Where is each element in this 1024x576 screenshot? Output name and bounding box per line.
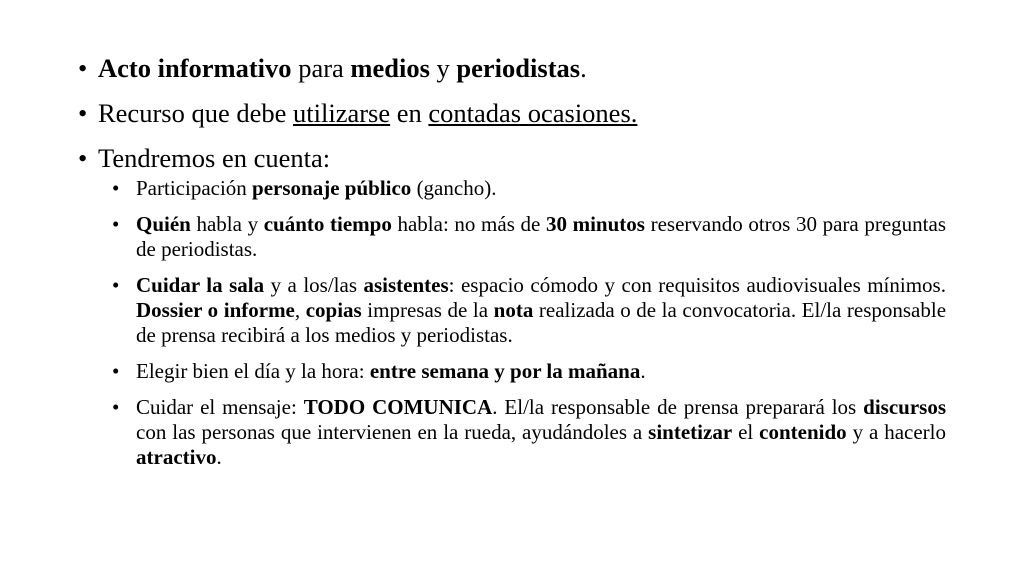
sub-item-quien-habla bbox=[112, 212, 946, 262]
bullet-text bbox=[136, 212, 946, 261]
text-run: Cuidar el mensaje: bbox=[136, 395, 304, 419]
sub-item-participacion bbox=[112, 176, 946, 201]
underlined-text: contadas ocasiones. bbox=[428, 98, 638, 128]
bold-text: Cuidar la sala bbox=[136, 273, 265, 297]
bullet-text bbox=[136, 395, 946, 469]
text-run: impresas de la bbox=[361, 298, 494, 322]
text-run: habla y bbox=[190, 212, 264, 236]
bullet-item-recurso bbox=[78, 97, 958, 129]
bold-text: sintetizar bbox=[648, 420, 733, 444]
bullet-text bbox=[136, 273, 946, 347]
bold-text: asistentes bbox=[363, 273, 449, 297]
bullet-item-tendremos bbox=[78, 142, 958, 174]
bold-text: contenido bbox=[759, 420, 847, 444]
bold-text: copias bbox=[305, 298, 362, 322]
bullet-icon: • bbox=[78, 53, 88, 83]
text-run: Participación bbox=[136, 176, 253, 200]
bold-text: discursos bbox=[863, 395, 947, 419]
bullet-icon: • bbox=[112, 395, 120, 419]
text-run: en bbox=[390, 98, 429, 128]
bullet-text bbox=[98, 98, 637, 128]
bullet-item-acto-informativo bbox=[78, 52, 958, 84]
bold-text: Dossier o informe bbox=[136, 298, 295, 322]
underlined-text: utilizarse bbox=[293, 98, 391, 128]
text-run: con las personas que intervienen en la rueda, ayudándoles a bbox=[136, 420, 649, 444]
text-run: . El/la responsable de prensa preparará los bbox=[492, 395, 864, 419]
text-run: Elegir bien el día y la hora: bbox=[136, 359, 370, 383]
bullet-text bbox=[98, 53, 587, 83]
text-run: realizada o de la convocatoria. El/la responsable de prensa recibirá a los medios y periodistas. bbox=[136, 298, 947, 347]
bullet-text: Tendremos en cuenta: bbox=[98, 143, 331, 173]
text-run: para bbox=[291, 53, 351, 83]
bullet-text bbox=[136, 176, 496, 200]
sub-item-elegir-dia bbox=[112, 359, 946, 384]
bullet-icon: • bbox=[78, 143, 88, 173]
main-bullet-list bbox=[78, 52, 958, 187]
text-run: y a los/las bbox=[264, 273, 364, 297]
bold-text: nota bbox=[493, 298, 534, 322]
bullet-text bbox=[136, 359, 646, 383]
bold-text: entre semana y por la mañana bbox=[369, 359, 641, 383]
bullet-icon: • bbox=[112, 273, 120, 297]
bold-text: cuánto tiempo bbox=[263, 212, 392, 236]
text-run: . bbox=[640, 359, 646, 383]
text-run: habla: no más de bbox=[391, 212, 546, 236]
bullet-icon: • bbox=[112, 359, 120, 383]
bold-text: atractivo bbox=[136, 445, 217, 469]
sub-bullet-list bbox=[112, 176, 946, 481]
text-run: el bbox=[732, 420, 760, 444]
bold-text: 30 minutos bbox=[545, 212, 645, 236]
text-run: , bbox=[294, 298, 306, 322]
text-run: y bbox=[429, 53, 457, 83]
text-run: (gancho). bbox=[411, 176, 497, 200]
bullet-icon: • bbox=[78, 98, 88, 128]
bold-text: personaje público bbox=[252, 176, 412, 200]
bold-text: Quién bbox=[136, 212, 191, 236]
bullet-icon: • bbox=[112, 176, 120, 200]
text-run: : espacio cómodo y con requisitos audiovisuales mínimos. bbox=[448, 273, 946, 297]
sub-item-cuidar-sala bbox=[112, 273, 946, 348]
sub-item-cuidar-mensaje bbox=[112, 395, 946, 470]
text-run: Recurso que debe bbox=[98, 98, 293, 128]
text-run: y a hacerlo bbox=[846, 420, 946, 444]
bold-text: periodistas bbox=[456, 53, 581, 83]
text-run: . bbox=[216, 445, 222, 469]
bold-text: medios bbox=[350, 53, 430, 83]
bullet-icon: • bbox=[112, 212, 120, 236]
bold-text: Acto informativo bbox=[98, 53, 292, 83]
text-run: . bbox=[580, 53, 587, 83]
bold-text: TODO COMUNICA bbox=[303, 395, 493, 419]
text-run: reservando otros 30 para preguntas de periodistas. bbox=[136, 212, 946, 261]
